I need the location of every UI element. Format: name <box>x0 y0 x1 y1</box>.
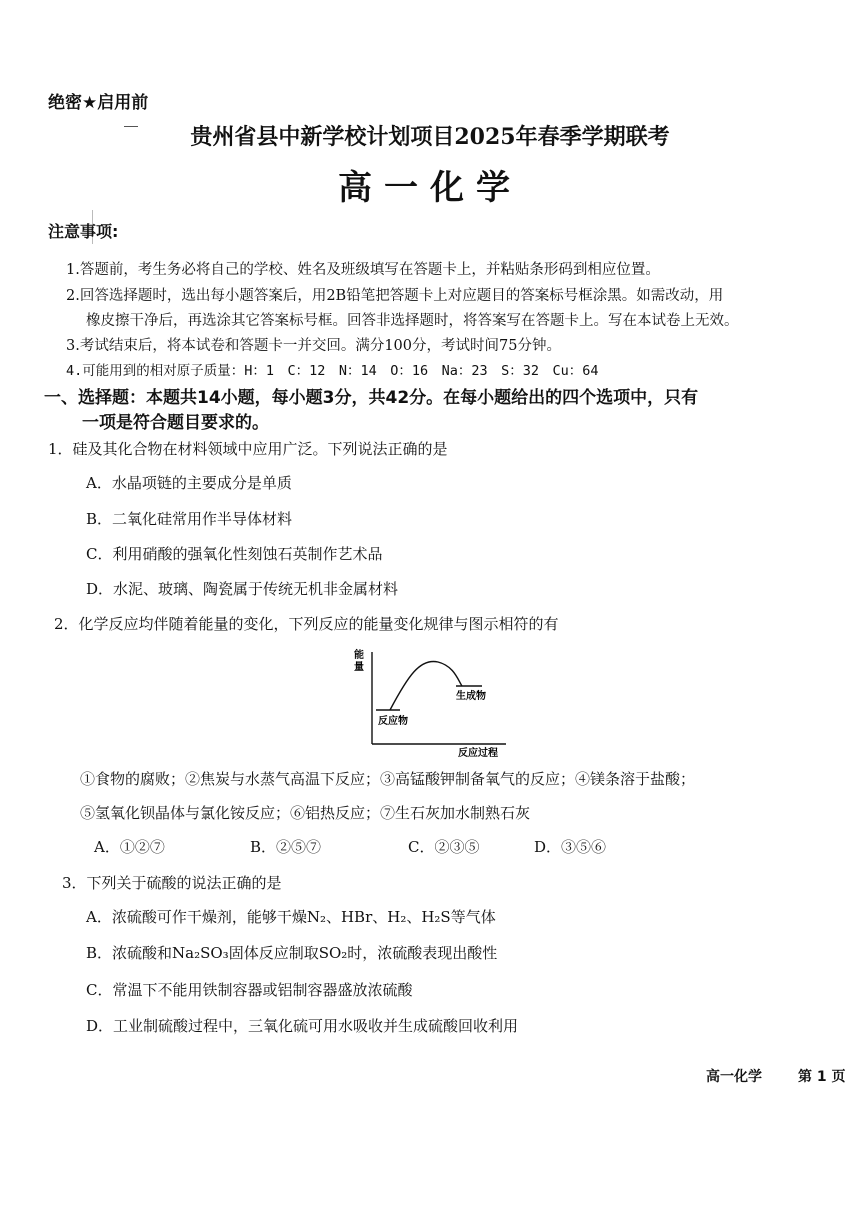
footer-subject: 高一化学 <box>706 1069 762 1085</box>
notice-item: 2.回答选择题时，选出每小题答案后，用2B铅笔把答题卡上对应题目的答案标号框涂黑。如需改动，用 <box>66 288 724 304</box>
question-1-option-a: A．水晶项链的主要成分是单质 <box>86 474 292 492</box>
question-2-option-d: D．③⑤⑥ <box>534 838 607 856</box>
product-label: 生成物 <box>456 691 486 702</box>
energy-diagram <box>350 646 510 762</box>
question-2-option-a: A．①②⑦ <box>94 838 165 856</box>
question-3-option-c: C．常温下不能用铁制容器或铝制容器盛放浓硫酸 <box>86 981 413 999</box>
reactant-label: 反应物 <box>378 716 408 727</box>
confidential-label: 绝密★启用前 <box>48 93 149 113</box>
section-heading-cont: 一项是符合题目要求的。 <box>82 413 269 433</box>
exam-title: 贵州省县中新学校计划项目2025年春季学期联考 <box>190 124 670 150</box>
question-1-stem: 1．硅及其化合物在材料领域中应用广泛。下列说法正确的是 <box>48 440 448 458</box>
question-2-option-c: C．②③⑤ <box>408 838 480 856</box>
subject-title: 高一化学 <box>338 168 522 208</box>
question-2-option-b: B．②⑤⑦ <box>250 838 322 856</box>
notice-item: 4.可能用到的相对原子质量：H：1 C：12 N：14 O：16 Na：23 S：32 Cu：64 <box>66 363 599 379</box>
question-1-option-b: B．二氧化硅常用作半导体材料 <box>86 510 293 528</box>
notice-heading: 注意事项: <box>48 222 119 241</box>
question-1-option-c: C．利用硝酸的强氧化性刻蚀石英制作艺术品 <box>86 545 383 563</box>
notice-item: 1.答题前，考生务必将自己的学校、姓名及班级填写在答题卡上，并粘贴条形码到相应位置。 <box>66 262 660 278</box>
y-axis-label-2: 量 <box>354 662 364 673</box>
question-1-option-d: D．水泥、玻璃、陶瓷属于传统无机非金属材料 <box>86 580 399 598</box>
question-3-option-b: B．浓硫酸和Na₂SO₃固体反应制取SO₂时，浓硫酸表现出酸性 <box>86 944 498 962</box>
notice-item: 3.考试结束后，将本试卷和答题卡一并交回。满分100分，考试时间75分钟。 <box>66 338 561 354</box>
notice-item: 橡皮擦干净后，再选涂其它答案标号框。回答非选择题时，将答案写在答题卡上。写在本试卷上无效。 <box>86 313 739 329</box>
question-3-stem: 3．下列关于硫酸的说法正确的是 <box>62 874 282 892</box>
question-2-items: ①食物的腐败；②焦炭与水蒸气高温下反应；③高锰酸钾制备氧气的反应；④镁条溶于盐酸； <box>80 770 696 788</box>
question-2-stem: 2．化学反应均伴随着能量的变化，下列反应的能量变化规律与图示相符的有 <box>54 615 559 633</box>
question-3-option-a: A．浓硫酸可作干燥剂，能够干燥N₂、HBr、H₂、H₂S等气体 <box>86 908 496 926</box>
y-axis-label-1: 能 <box>354 650 364 661</box>
x-axis-label: 反应过程 <box>458 748 498 759</box>
section-heading: 一、选择题：本题共14小题，每小题3分，共42分。在每小题给出的四个选项中，只有 <box>44 388 699 408</box>
question-3-option-d: D．工业制硫酸过程中，三氧化硫可用水吸收并生成硫酸回收利用 <box>86 1017 519 1035</box>
footer-page-number: 第 1 页 <box>798 1069 846 1085</box>
question-2-items-cont: ⑤氢氧化钡晶体与氯化铵反应；⑥铝热反应；⑦生石灰加水制熟石灰 <box>80 804 531 822</box>
